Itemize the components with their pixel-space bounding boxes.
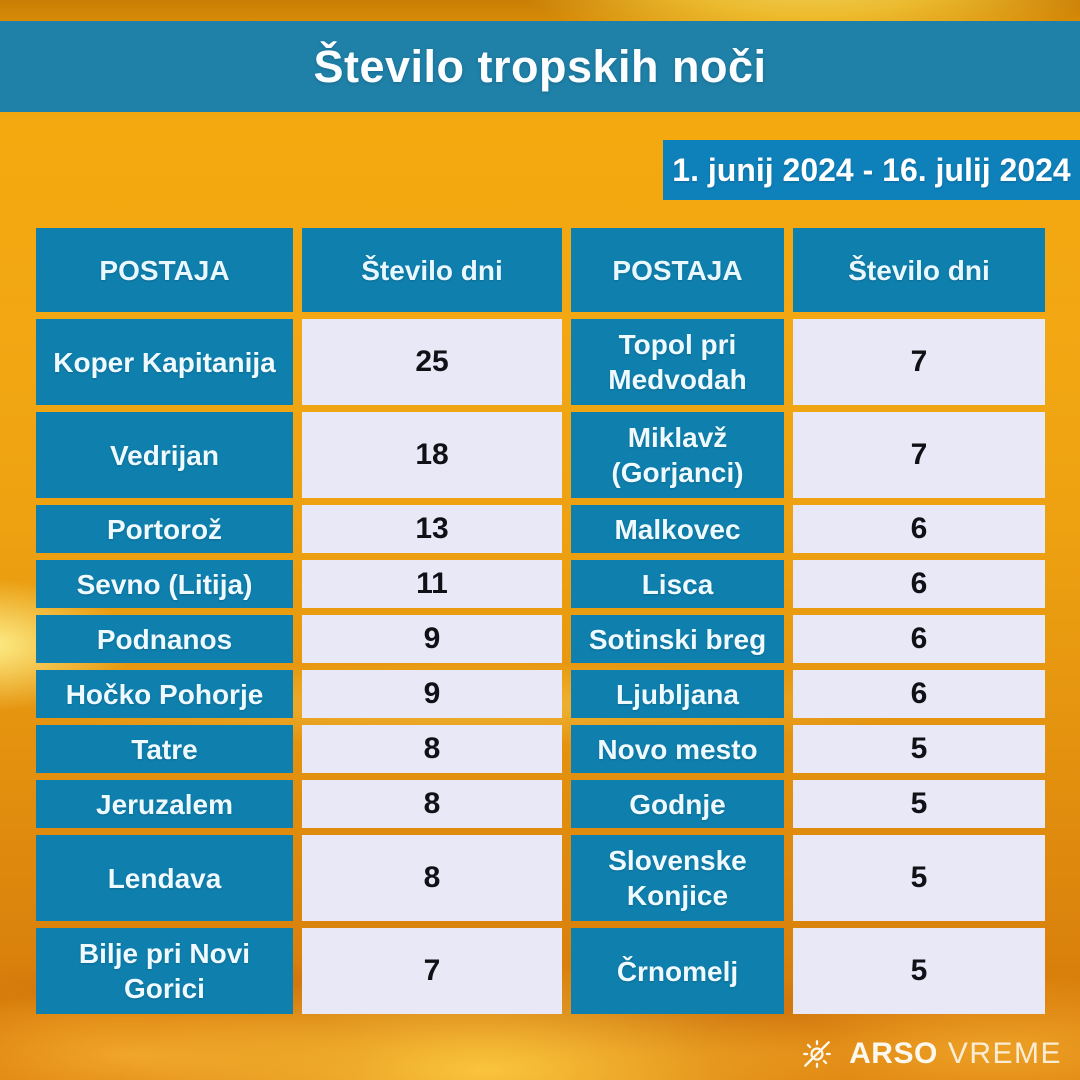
station-cell: Bilje pri Novi Gorici	[36, 928, 293, 1014]
days-cell: 5	[793, 780, 1045, 828]
page-title: Število tropskih noči	[313, 40, 767, 92]
station-cell: Koper Kapitanija	[36, 319, 293, 405]
station-cell: Slovenske Konjice	[571, 835, 784, 921]
days-cell: 8	[302, 725, 562, 773]
station-cell: Miklavž (Gorjanci)	[571, 412, 784, 498]
station-cell: Sevno (Litija)	[36, 560, 293, 608]
header-days-left: Število dni	[302, 228, 562, 312]
days-cell: 6	[793, 505, 1045, 553]
station-cell: Tatre	[36, 725, 293, 773]
brand-name-primary: ARSO	[849, 1037, 938, 1070]
days-cell: 11	[302, 560, 562, 608]
days-cell: 18	[302, 412, 562, 498]
station-cell: Črnomelj	[571, 928, 784, 1014]
station-cell: Novo mesto	[571, 725, 784, 773]
station-cell: Lendava	[36, 835, 293, 921]
days-cell: 5	[793, 928, 1045, 1014]
station-cell: Sotinski breg	[571, 615, 784, 663]
station-cell: Hočko Pohorje	[36, 670, 293, 718]
station-cell: Jeruzalem	[36, 780, 293, 828]
header-station-right: POSTAJA	[571, 228, 784, 312]
station-cell: Lisca	[571, 560, 784, 608]
footer-brand	[801, 1035, 1062, 1073]
days-cell: 8	[302, 835, 562, 921]
date-range-label: 1. junij 2024 - 16. julij 2024	[672, 151, 1071, 188]
days-cell: 7	[302, 928, 562, 1014]
station-cell: Portorož	[36, 505, 293, 553]
station-cell: Vedrijan	[36, 412, 293, 498]
days-cell: 9	[302, 670, 562, 718]
days-cell: 25	[302, 319, 562, 405]
days-cell: 9	[302, 615, 562, 663]
days-cell: 5	[793, 835, 1045, 921]
station-cell: Podnanos	[36, 615, 293, 663]
days-cell: 5	[793, 725, 1045, 773]
station-cell: Malkovec	[571, 505, 784, 553]
brand-name-secondary: VREME	[947, 1037, 1062, 1070]
days-cell: 6	[793, 615, 1045, 663]
days-cell: 6	[793, 670, 1045, 718]
stations-table	[36, 228, 1045, 1014]
days-cell: 6	[793, 560, 1045, 608]
station-cell: Godnje	[571, 780, 784, 828]
days-cell: 13	[302, 505, 562, 553]
title-banner	[0, 21, 1080, 112]
header-days-right: Število dni	[793, 228, 1045, 312]
days-cell: 7	[793, 319, 1045, 405]
header-station-left: POSTAJA	[36, 228, 293, 312]
days-cell: 7	[793, 412, 1045, 498]
sun-crossed-icon	[801, 1038, 833, 1070]
date-range-badge	[663, 140, 1080, 200]
station-cell: Ljubljana	[571, 670, 784, 718]
station-cell: Topol pri Medvodah	[571, 319, 784, 405]
days-cell: 8	[302, 780, 562, 828]
